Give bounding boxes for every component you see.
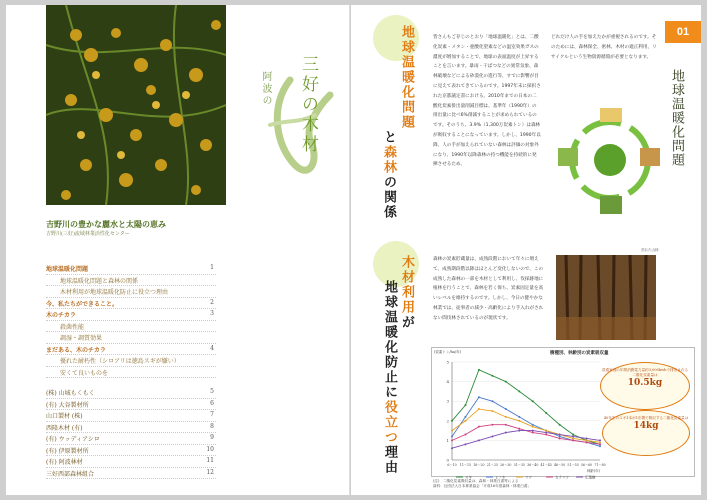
section-side-title: 地球温暖化問題 [669, 69, 684, 167]
toc-item[interactable] [46, 410, 216, 422]
body-text-1b: どれだけ人の手を加えたかが重視されるのです。そのためには、森林保全、密林、木材の適正利用、リサイクルという生物資源循環が必要となります。 [551, 35, 657, 60]
data-point [491, 375, 493, 377]
data-point [491, 424, 493, 426]
toc-item-title: (有) ウッディアシロ [46, 436, 100, 443]
callout-cedar [602, 410, 690, 456]
cypress-photo [46, 5, 226, 205]
right-page [351, 5, 701, 495]
callout-cedar-text: 40年生のスギ1本が1年間で吸収する二酸化炭素量は [603, 416, 689, 420]
data-point [586, 439, 588, 441]
y-tick-label: 2 [446, 418, 449, 424]
toc-item-title: 地球温暖化問題 [46, 266, 89, 273]
title1-part3: 森林 [381, 145, 396, 175]
legend-label: マツ [525, 475, 532, 480]
data-point [491, 410, 493, 412]
toc-item-title: 西隆木材 (有) [46, 424, 83, 432]
y-tick-label: 3 [446, 398, 449, 404]
resource-cycle-diagram [556, 100, 664, 220]
toc-item[interactable] [46, 286, 216, 298]
toc-item-title: 木のチカラ [46, 312, 76, 319]
toc-item-title: (有) 阿波林材 [46, 459, 83, 466]
body-text-2: 森林の炭素貯蔵量は、成熟段階において年々に増えて、成熟期段階以降はほとんど変化しないので、この成熟した森林の一部を木材として利用し、伐採跡地に植林を行うことで、森林を若く保ち、炭素固定量を高いレベルを維持するのです。しかし、今日の健やかな林業では、従事者の減少・高齢化により手入れがされない間伐林されているのが現状です。 [433, 257, 544, 321]
x-tick-label: 26〜30 [500, 463, 512, 467]
subheadline: 吉野川(三好)流域林業活性化センター [46, 231, 130, 237]
series-line [452, 370, 600, 444]
toc-item[interactable] [46, 355, 216, 367]
callout-household [600, 362, 690, 410]
toc-item-page: 5 [210, 388, 214, 395]
toc-item-title: (株) 山城もくもく [46, 390, 95, 397]
toc-item-page: 4 [210, 344, 214, 352]
data-point [478, 396, 480, 398]
data-point [464, 443, 466, 445]
data-point [491, 435, 493, 437]
data-point [518, 390, 520, 392]
toc-item[interactable] [46, 321, 216, 333]
toc-item[interactable] [46, 387, 216, 399]
title1-line2 [379, 130, 398, 220]
toc-item-title: 山口製材 (株) [46, 413, 83, 420]
data-point [599, 441, 601, 443]
data-point [559, 434, 561, 436]
toc-item-page: 8 [210, 422, 214, 430]
toc-item[interactable] [46, 344, 216, 356]
toc-item-page: 6 [210, 399, 214, 407]
y-tick-label: 4 [446, 379, 449, 385]
toc-item[interactable] [46, 456, 216, 468]
toc-item[interactable] [46, 275, 216, 287]
data-point [505, 416, 507, 418]
data-point [545, 430, 547, 432]
data-point [464, 416, 466, 418]
toc-item-title: 優れた耐朽性（シロアリは徳島スギが嫌い） [60, 358, 180, 365]
x-tick-label: 56〜60 [580, 463, 593, 467]
toc-item-title: 殺菌性能 [60, 323, 85, 331]
data-point [532, 424, 534, 426]
title2-line2 [380, 280, 399, 475]
title1-part4: の関係 [381, 175, 396, 220]
legend-label: スギ [465, 475, 472, 480]
y-tick-label: 1 [446, 437, 449, 443]
toc-item-title: (有) 伊原製材所 [46, 447, 89, 455]
title2-part1: 木材利用 [399, 255, 414, 315]
data-point [464, 434, 466, 436]
toc-item-page: 2 [210, 298, 214, 306]
data-point [505, 432, 507, 434]
data-point [599, 445, 601, 447]
toc-item-title: 三好西部森林組合 [46, 470, 95, 478]
data-point [464, 420, 466, 422]
body-text-1a: 皆さんもご存じのとおり「地球温暖化」とは、二酸化炭素・メタン・亜酸化窒素などの温室効果ガスの濃度が増加することで、地球の表面温度が上昇することを言います。暴雨・干ばつなどの異常気象、森林破壊などによる砂漠化の進行等、すでに影響が目に見えて表れてきているのです。1997年末に採択された京都議定書における、2010年までの日本の二酸化炭素排出量削減目標は、基準年（1990年）の排出量に比べ6%削減することが求められているのです。そのうち、3.9%（1,300万炭素トン）は森林が吸収することになっています。しかし、1990年以降、人の手が加えられていない森林は評価の対象外になり、1990年以降森林の持つ機能を持続的に発揮させるため、 [433, 35, 541, 168]
toc-item-title: 調湿・調質効果 [60, 335, 103, 342]
callout-household-value: 10.5kg [627, 378, 663, 388]
footnote-1: (注) 二酸化炭素吸収量は、森林・林業白書等による [433, 479, 519, 483]
toc-item-page: 11 [206, 457, 214, 464]
toc-item-title: 安くて良いものを [60, 369, 109, 377]
data-point [586, 437, 588, 439]
x-tick-label: 51〜55 [567, 463, 579, 467]
data-point [505, 424, 507, 426]
footnote-2: 資料：社団法人日本林業協会「平成16年度森林・林業白書」 [433, 484, 532, 488]
x-tick-label: 36〜40 [527, 463, 539, 467]
toc-item[interactable] [46, 309, 216, 321]
toc-item-page: 12 [206, 468, 214, 476]
x-tick-label: 71〜80 [594, 463, 606, 467]
toc-item-title: まだある、木のチカラ [46, 346, 106, 354]
toc-item[interactable] [46, 422, 216, 434]
toc-item[interactable] [46, 367, 216, 379]
x-tick-label: 11〜15 [459, 463, 472, 467]
toc-item-title: 今、私たちができること。 [46, 300, 119, 308]
toc-item[interactable] [46, 298, 216, 310]
toc-item-page: 10 [206, 445, 214, 453]
data-point [505, 408, 507, 410]
title1-line1 [397, 25, 416, 130]
x-tick-label: 6〜10 [447, 463, 457, 467]
data-point [451, 435, 453, 437]
callout-household-text: 普通家庭の年間消費電力量約3,000kwhで排出される二酸化炭素量は [601, 368, 689, 377]
data-point [464, 404, 466, 406]
title1-part1: 地球温暖化問題 [399, 25, 414, 130]
data-point [586, 441, 588, 443]
toc-item-page: 3 [210, 310, 214, 317]
toc-item[interactable] [46, 445, 216, 457]
x-tick-label: 21〜25 [486, 463, 499, 467]
title2-line1 [397, 255, 416, 330]
data-point [559, 437, 561, 439]
data-point [532, 426, 534, 428]
toc-item[interactable] [46, 399, 216, 411]
data-point [545, 412, 547, 414]
data-point [572, 434, 574, 436]
title1-part2: と [381, 130, 396, 145]
carbon-chart [431, 347, 695, 480]
legend-label: 広葉樹 [585, 475, 596, 480]
page-badge: 01 [665, 21, 701, 43]
forest-photo [556, 255, 656, 340]
data-point [518, 428, 520, 430]
title2-part3: 地球温暖化防止 [382, 280, 397, 385]
data-point [572, 437, 574, 439]
data-point [478, 439, 480, 441]
y-tick-label: 0 [446, 457, 449, 463]
toc-item-page: 1 [210, 264, 214, 271]
data-point [505, 381, 507, 383]
y-tick-label: 5 [446, 359, 449, 365]
data-point [451, 430, 453, 432]
left-page [6, 5, 350, 495]
data-point [572, 435, 574, 437]
toc-item[interactable] [46, 433, 216, 445]
toc-item-page: 9 [210, 434, 214, 441]
toc-item-title: (有) 大谷製材所 [46, 401, 89, 409]
legend-label: カラマツ [555, 475, 569, 480]
chart-title: 樹種別、林齢別の炭素吸収量 [550, 351, 609, 356]
data-point [532, 400, 534, 402]
toc-item-title: 地球温暖化問題と森林の関係 [60, 277, 139, 285]
data-point [599, 443, 601, 445]
toc-item[interactable] [46, 468, 216, 480]
toc-gap [46, 378, 216, 387]
data-point [532, 430, 534, 432]
title2-part4: に [382, 385, 397, 400]
title2-part2: が [399, 315, 414, 330]
data-point [559, 424, 561, 426]
cover-title: 三好の木材 [298, 55, 318, 155]
data-point [478, 408, 480, 410]
data-point [599, 439, 601, 441]
legend-label: ヒノキ [495, 475, 506, 480]
chart-footnote [433, 479, 531, 489]
data-point [559, 435, 561, 437]
x-tick-label: 16〜20 [473, 463, 485, 467]
table-of-contents [46, 263, 216, 479]
toc-item[interactable] [46, 263, 216, 275]
chart-ylabel: (炭素トン/ha/年) [434, 350, 461, 354]
toc-item[interactable] [46, 332, 216, 344]
data-point [518, 416, 520, 418]
title2-part5: 役立つ [382, 400, 397, 445]
data-point [478, 426, 480, 428]
title2-part6: 理由 [382, 445, 397, 475]
x-tick-label: 46〜50 [553, 463, 566, 467]
data-point [451, 447, 453, 449]
data-point [518, 430, 520, 432]
headline: 吉野川の豊かな麗水と太陽の恵み [46, 219, 166, 229]
x-axis-label: 林齢(年) [586, 469, 600, 473]
data-point [572, 439, 574, 441]
x-tick-label: 41〜45 [540, 463, 552, 467]
data-point [532, 432, 534, 434]
data-point [451, 439, 453, 441]
data-point [545, 432, 547, 434]
data-point [478, 369, 480, 371]
toc-item-page: 7 [210, 411, 214, 418]
toc-item-title: 木材利用が地球温暖化防止に役立つ理由 [60, 289, 169, 296]
callout-cedar-value: 14kg [633, 421, 659, 431]
x-tick-label: 31〜35 [513, 463, 525, 467]
data-point [518, 420, 520, 422]
photo-caption: 荒れた山林 [641, 248, 659, 252]
data-point [451, 420, 453, 422]
data-point [545, 434, 547, 436]
cover-subtitle: 阿波の [260, 71, 271, 107]
data-point [491, 400, 493, 402]
